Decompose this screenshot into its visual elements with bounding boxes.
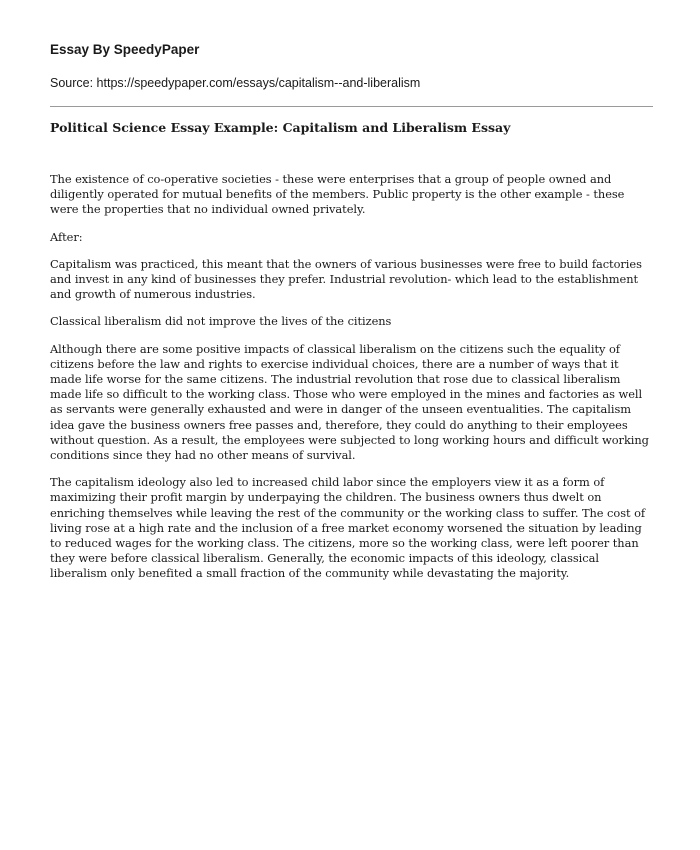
essay-paragraph: After: [50,229,83,244]
document-header [50,0,653,91]
essay-paragraph: Classical liberalism did not improve the lives of the citizens [50,314,392,329]
essay-paragraph: The capitalism ideology also led to increased child labor since the employers view it as a form of maximizing their profit margin by underpaying the children. The business owners thus dwelt on enriching themselves while leaving the rest of the community or the working class to suffer. The cost of living rose at a high rate and the inclusion of a free market economy worsened the situation by leading to reduced wages for the working class. The citizens, more so the working class, were left poorer than they were before classical liberalism. Generally, the economic impacts of this ideology, classical liberalism only benefited a small fraction of the community while devastating the majority. [50,475,646,581]
essay-paragraph: Although there are some positive impacts of classical liberalism on the citizens such the equality of citizens before the law and rights to exercise individual choices, there are a number of ways that it made life worse for the same citizens. The industrial revolution that rose due to classical liberalism made life so difficult to the working class. Those who were employed in the mines and factories as well as servants were generally exhausted and were in danger of the unseen eventualities. The capitalism idea gave the business owners free passes and, therefore, they could do anything to their employees without question. As a result, the employees were subjected to long working hours and difficult working conditions since they had no other means of survival. [50,341,649,463]
essay-paragraph: Capitalism was practiced, this meant that the owners of various businesses were free to build factories and invest in any kind of businesses they prefer. Industrial revolution- which lead to the establishment and growth of numerous industries. [50,256,642,302]
essay-paragraph: The existence of co-operative societies - these were enterprises that a group of people owned and diligently operated for mutual benefits of the members. Public property is the other example - these were the properties that no individual owned privately. [50,172,625,217]
header-divider [50,106,653,107]
essay-title: Political Science Essay Example: Capitalism and Liberalism Essay [50,120,511,135]
header-title: Essay By SpeedyPaper [50,42,200,57]
essay-body [50,172,653,582]
header-source: Source: https://speedypaper.com/essays/capitalism--and-liberalism [50,76,421,90]
